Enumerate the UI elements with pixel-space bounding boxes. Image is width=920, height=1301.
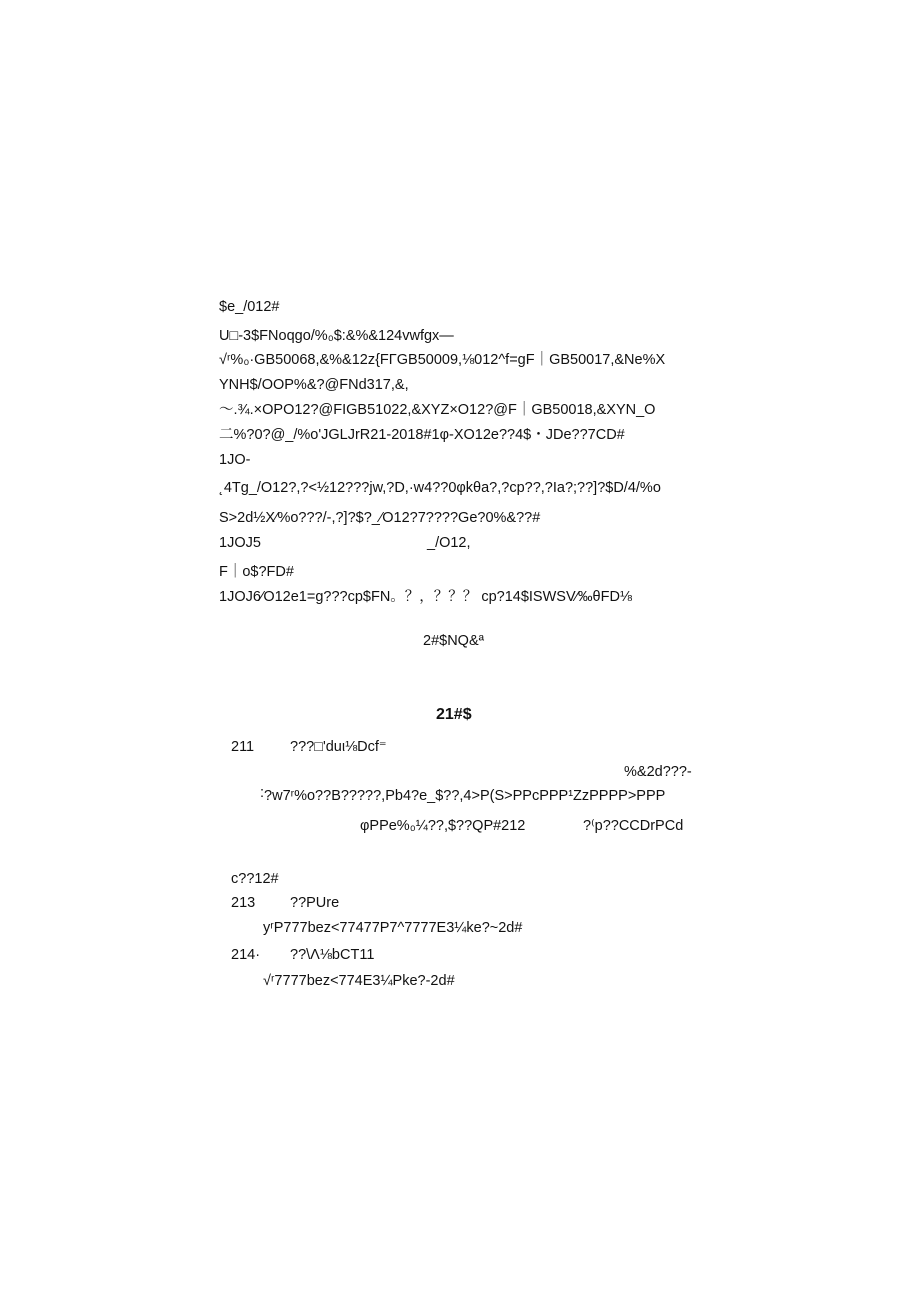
text-line: φPPe%₀¼??,$??QP#212 (360, 818, 526, 834)
text-line: 二%?0?@_/%o'JGLJrR21-2018#1φ-XO12e??4$・JDe??7CD# (219, 427, 625, 443)
text-line: 1JOJ6⁄O12e1=g???cp$FN。？，？？？ cp?14$ISWSV⁄‰θFD⅛ (219, 589, 633, 605)
text-line: ～.¾.×OPO12?@FIGB51022,&XYZ×O12?@F｜GB50018,&XYN_O (219, 402, 656, 418)
text-line: yʳP777bez<77477P7^7777E3¼ke?~2d# (263, 920, 523, 936)
text-line: _/O12, (427, 535, 471, 551)
text-line: ??PUre (290, 895, 340, 911)
text-line: 1JO- (219, 452, 251, 468)
text-line: %&2d???- (624, 764, 692, 780)
text-line: ???□'duι⅛Dcf⁼ (290, 739, 387, 755)
text-line: $e_/012# (219, 299, 280, 315)
text-line: √ʳ%₀·GB50068,&%&12z{FΓGB50009,⅛012^f=gF｜GB50017,&Ne%X (219, 352, 666, 368)
page-number: 2#$NQ&ª (423, 633, 484, 649)
text-line: 1JOJ5 (219, 535, 261, 551)
text-line: U□-3$FNoqgo/%₀$:&%&124vwfgx— (219, 328, 454, 344)
text-line: ˸?w7ʳ%o??B?????,Pb4?e_$??,4>P(S>PPcPPP¹ZzPPPP>PPP (260, 788, 666, 804)
text-line: ??\Λ⅛bCT11 (290, 947, 375, 963)
text-line: YNH$/OOP%&?@FNd317,&, (219, 377, 409, 393)
clause-number: 211 (231, 739, 255, 755)
text-line: S>2d½X⁄%o???/-,?]?$?_⁄O12?7????Ge?0%&??# (219, 510, 541, 526)
text-line: √ʳ7777bez<774E3¼Pke?-2d# (263, 973, 455, 989)
text-line: ?⁽p??CCDrPCd (583, 818, 684, 834)
clause-number: 214· (231, 947, 261, 963)
clause-number: 213 (231, 895, 256, 911)
text-line: ˛4Tg_/O12?,?<½12???jw,?D,·w4??0φkθa?,?cp??,?Ia?;??]?$D/4/%o (219, 480, 661, 496)
text-line: c??12# (231, 871, 279, 887)
section-heading: 21#$ (436, 706, 472, 723)
text-line: F｜o$?FD# (219, 564, 294, 580)
